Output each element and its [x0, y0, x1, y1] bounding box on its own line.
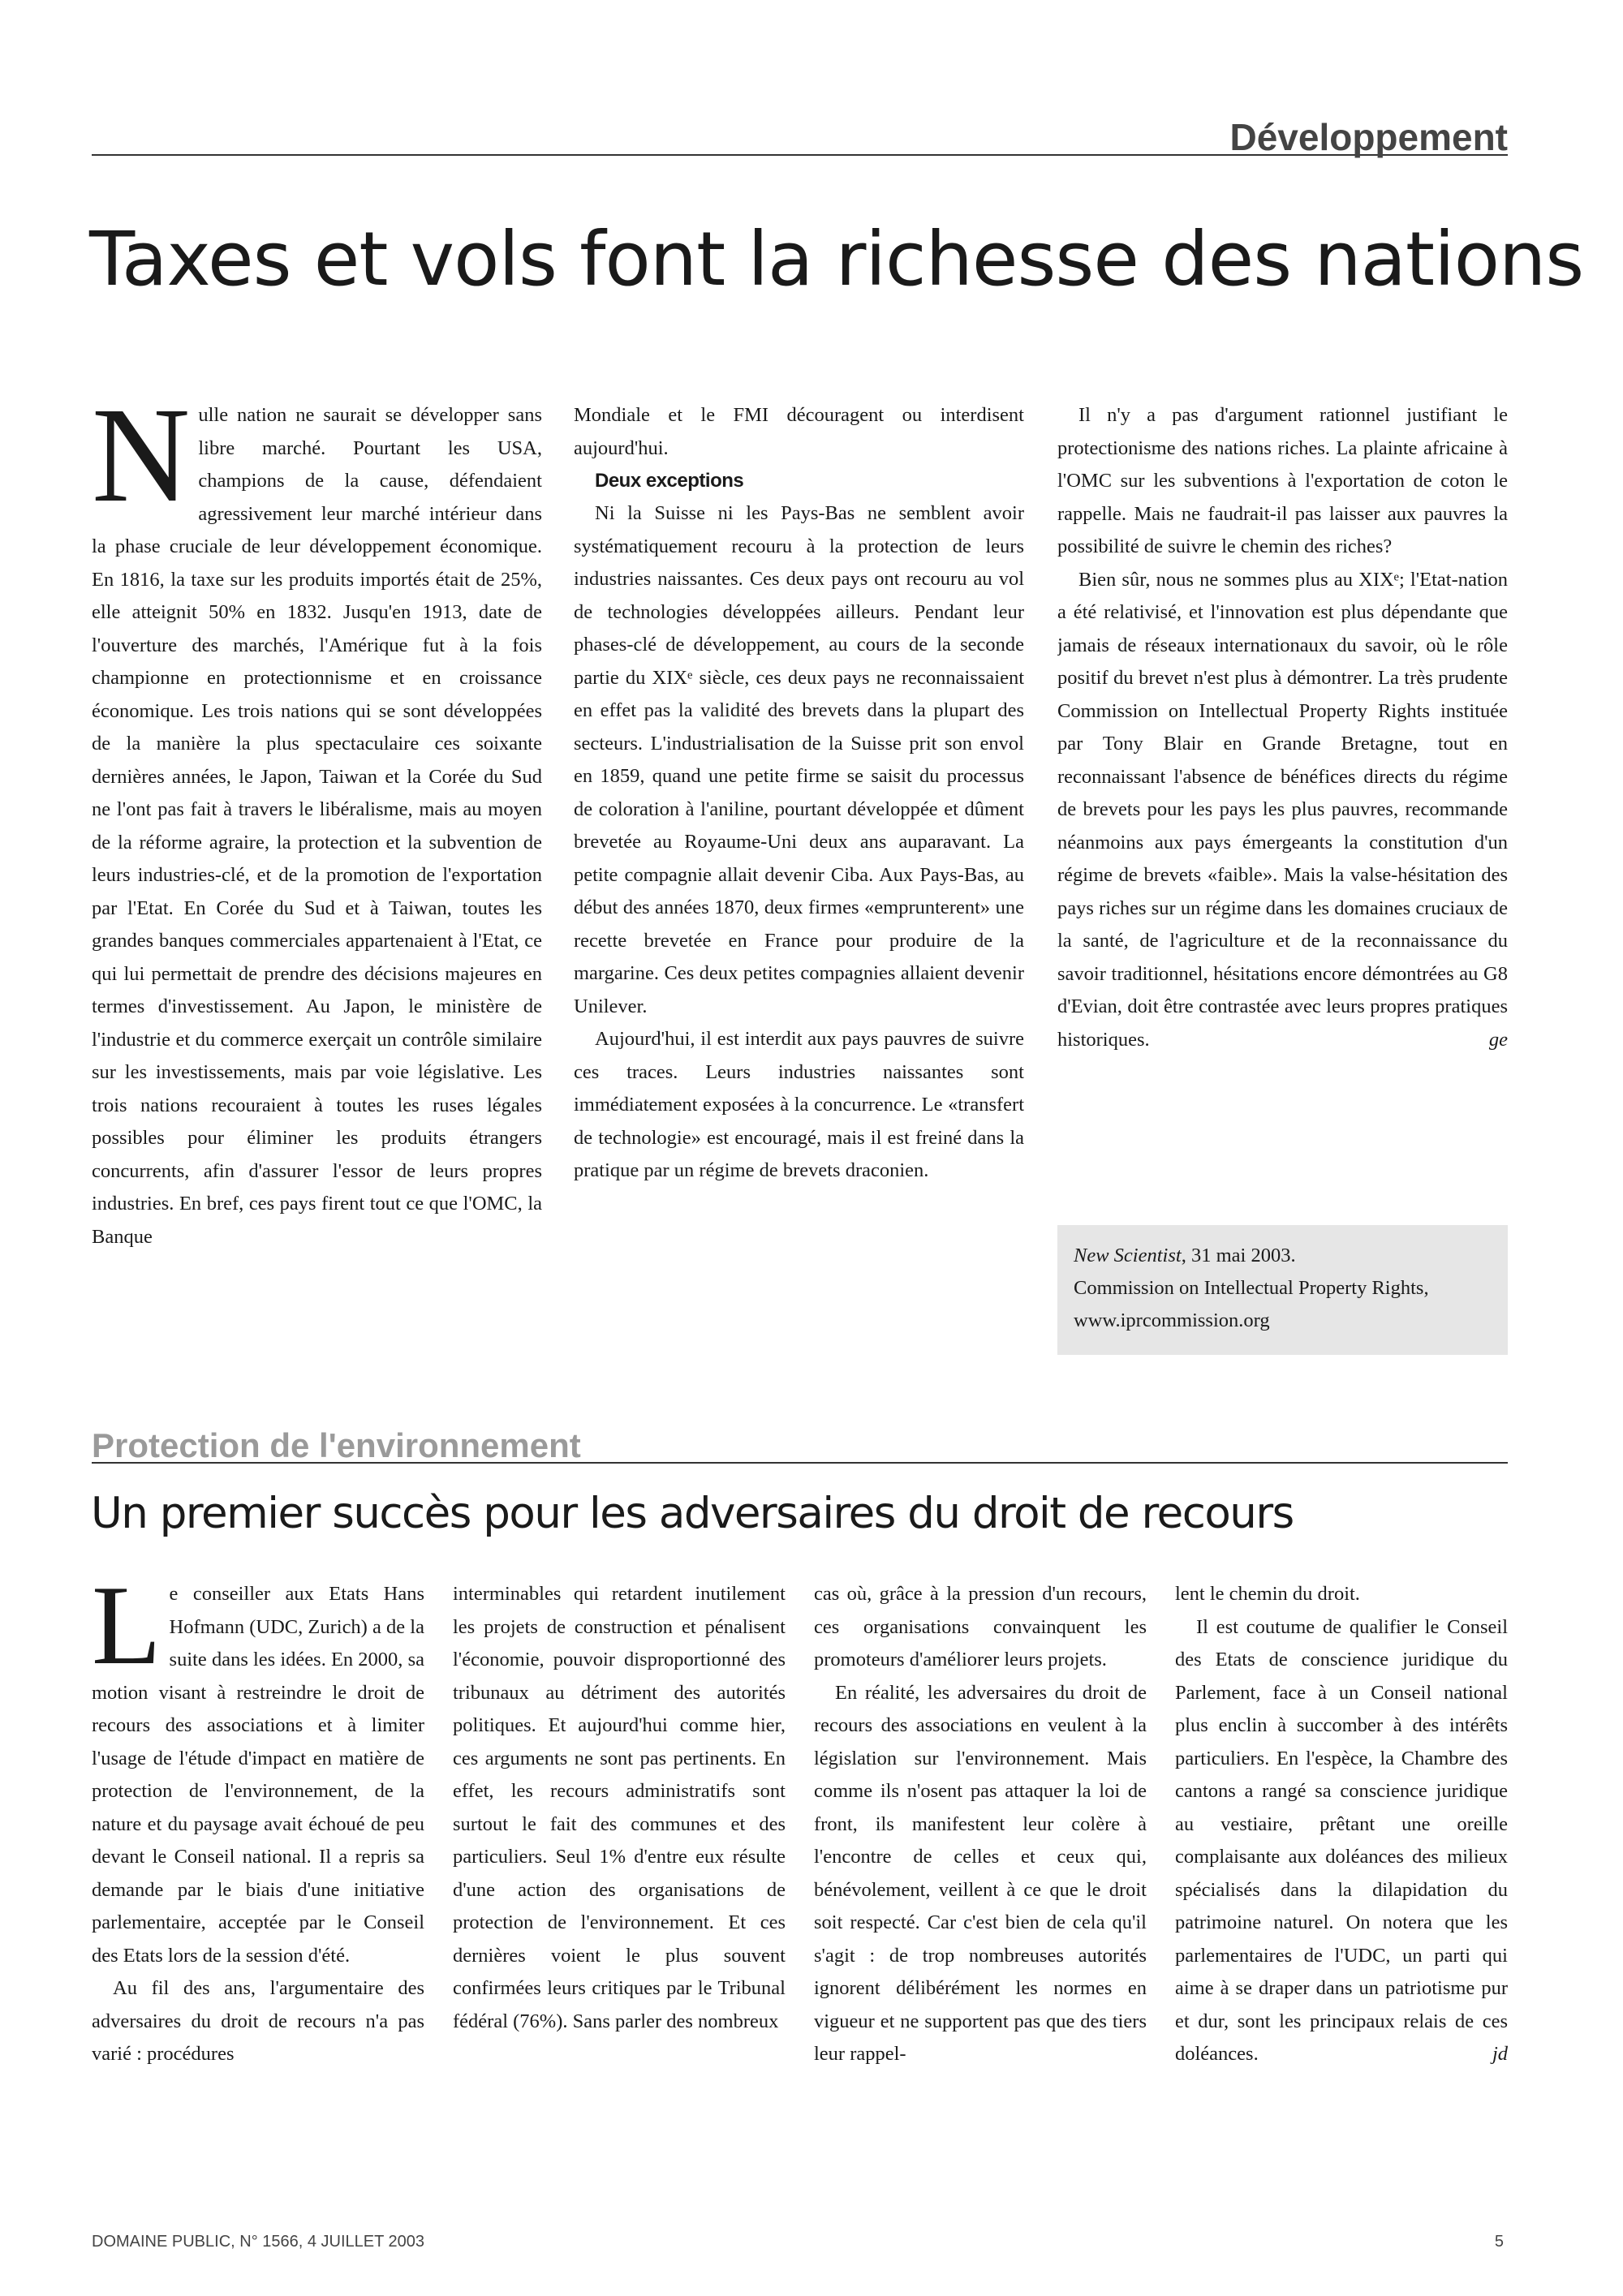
author-signature-2: jd — [1492, 2043, 1508, 2065]
paragraph: Mondiale et le FMI découragent ou interdisent aujourd'hui. — [574, 404, 1024, 459]
paragraph: Il n'y a pas d'argument rationnel justifiant le protectionisme des nations riches. La plainte africaine à l'OMC sur les subventions à l'exportation de coton le rappelle. Mais ne faudrait-il pas laisser aux pauvres la possibilité de suivre le chemin des riches? — [1057, 404, 1508, 557]
subheading: Deux exceptions — [595, 470, 744, 492]
drop-cap: N — [92, 399, 191, 531]
article1-column-3 — [1057, 399, 1508, 1202]
article2-column-1 — [92, 1578, 424, 2146]
author-signature: ge — [1488, 1028, 1508, 1051]
paragraph: interminables qui retardent inutilement les projets de construction et pénalisent l'économie, pouvoir disproportionné des tribunaux au détriment des autorités politiques. Et aujourd'hui comme hier, ces arguments ne sont pas pertinents. En effet, les recours administratifs sont surtout le fait des communes et des particuliers. Seul 1% d'entre eux résulte d'une action des organisations de protection de l'environnement. Et ces dernières voient le plus souvent confirmées leurs critiques par le Tribunal fédéral (76%). Sans parler des nombreux — [453, 1583, 786, 2032]
paragraph: cas où, grâce à la pression d'un recours, ces organisations convainquent les promoteurs d'améliorer leurs projets. — [814, 1583, 1147, 1670]
paragraph-text: Il est coutume de qualifier le Conseil des Etats de conscience juridique du Parlement, face à un Conseil national plus enclin à succomber à des intérêts particuliers. En l'espèce, la Chambre des cantons a rangé sa conscience juridique au vestiaire, prêtant une oreille complaisante aux doléances des milieux spécialisés dans la dilapidation du patrimoine naturel. On notera que les parlementaires de l'UDC, un parti qui aime à se draper dans un patriotisme pur et dur, sont les principaux relais de ces doléances. — [1175, 1615, 1508, 2065]
page-number: 5 — [1494, 2233, 1504, 2251]
paragraph: Ni la Suisse ni les Pays-Bas ne semblent avoir systématiquement recouru à la protection de leurs industries naissantes. Ces deux pays ont recouru au vol de technologies développées ailleurs. Pendant leur phases-clé de développement, au cours de la seconde partie du XIXᵉ siècle, ces deux pays ne reconnaissaient en effet pas la validité des brevets dans la plupart des secteurs. L'industrialisation de la Suisse prit son envol en 1859, quand une petite firme se saisit du processus de coloration à l'aniline, pourtant développée et dûment brevetée au Royaume-Uni deux ans auparavant. La petite compagnie allait devenir Ciba. Aux Pays-Bas, au début des années 1870, deux firmes «emprunterent» une recette brevetée en France pour produire de la margarine. Ces deux petites compagnies allaient devenir Unilever. — [574, 502, 1024, 1017]
section-rule — [92, 1462, 1508, 1464]
source-line-2: Commission on Intellectual Property Rights, — [1074, 1277, 1429, 1299]
paragraph — [1057, 564, 1508, 1057]
article2-column-2 — [453, 1578, 786, 2146]
footer-publication: DOMAINE PUBLIC, N° 1566, 4 JUILLET 2003 — [92, 2233, 425, 2251]
source-publication: New Scientist — [1074, 1245, 1182, 1266]
paragraph — [1175, 1611, 1508, 2071]
article-title: Taxes et vols font la richesse des nations — [89, 216, 1584, 303]
source-date: , 31 mai 2003. — [1181, 1245, 1296, 1266]
paragraph: ulle nation ne saurait se développer sans libre marché. Pourtant les USA, champions de la cause, défendaient agressivement leur marché intérieur dans la phase cruciale de leur développement économique. En 1816, la taxe sur les produits importés était de 25%, elle atteignit 50% en 1832. Jusqu'en 1913, date de l'ouverture des marchés, l'Amérique fut à la fois championne en protectionnisme et en croissance économique. Les trois nations qui se sont développées de la manière la plus spectaculaire ces soixante dernières années, le Japon, Taiwan et la Corée du Sud ne l'ont pas fait à travers le libéralisme, mais au moyen de la réforme agraire, la protection et la subvention de leurs industries-clé, et de la promotion de l'exportation par l'Etat. En Corée du Sud et à Taiwan, toutes les grandes banques commerciales appartenaient à l'Etat, ce qui lui permettait de prendre des décisions majeures en termes d'investissement. Au Japon, le ministère de l'industrie et du commerce exerçait un contrôle similaire sur les investissements, mais par voie législative. Les trois nations recouraient à toutes les ruses légales possibles pour éliminer les produits étrangers concurrents, afin d'assurer l'essor de leurs propres industries. En bref, ces pays firent tout ce que l'OMC, la Banque — [92, 404, 542, 1248]
article1-column-2 — [574, 399, 1024, 1373]
paragraph: En réalité, les adversaires du droit de recours des associations en veulent à la législation sur l'environnement. Mais comme ils n'osent pas attaquer la loi de front, ils manifestent leur colère à l'encontre de celles et ceux qui, bénévolement, veillent à ce que le droit soit respecté. Car c'est bien de cela qu'il s'agit : de trop nombreuses autorités ignorent délibérément les normes en vigueur et ne supportent pas que des tiers leur rappel- — [814, 1681, 1147, 2065]
source-line-1 — [1074, 1240, 1492, 1272]
paragraph: e conseiller aux Etats Hans Hofmann (UDC, Zurich) a de la suite dans les idées. En 2000, sa motion visant à restreindre le droit de recours des associations et à limiter l'usage de l'étude d'impact en matière de protection de l'environnement, de la nature et du paysage avait échoué de peu devant le Conseil national. Il a repris sa demande par le biais d'une initiative parlementaire, acceptée par le Conseil des Etats lors de la session d'été. — [92, 1583, 424, 1967]
source-box — [1057, 1225, 1508, 1355]
paragraph: lent le chemin du droit. — [1175, 1583, 1360, 1605]
article2-column-4 — [1175, 1578, 1508, 2146]
source-link[interactable]: www.iprcommission.org — [1074, 1309, 1270, 1331]
drop-cap-2: L — [92, 1578, 161, 1688]
section-label: Développement — [1229, 116, 1508, 158]
article1-column-1 — [92, 399, 542, 1373]
paragraph: Aujourd'hui, il est interdit aux pays pauvres de suivre ces traces. Leurs industries naissantes sont immédiatement exposées à la concurrence. Le «transfert de technologie» est encouragé, mais il est freiné dans la pratique par un régime de brevets draconien. — [574, 1028, 1024, 1181]
paragraph: Au fil des ans, l'argumentaire des adversaires du droit de recours n'a pas varié : procédures — [92, 1977, 424, 2065]
article-title-2: Un premier succès pour les adversaires du droit de recours — [91, 1489, 1294, 1538]
article2-column-3 — [814, 1578, 1147, 2146]
paragraph-text: Bien sûr, nous ne sommes plus au XIXᵉ; l'Etat-nation a été relativisé, et l'innovation est plus dépendante que jamais de réseaux internationaux du savoir, où le rôle positif du brevet n'est plus à démontrer. La très prudente Commission on Intellectual Property Rights instituée par Tony Blair en Grande Bretagne, tout en reconnaissant l'absence de bénéfices directs du régime de brevets pour les pays les plus pauvres, recommande néanmoins aux pays émergeants la constitution d'un régime de brevets «faible». Mais la valse-hésitation des pays riches sur un régime dans les domaines cruciaux de la santé, de l'agriculture et de la reconnaissance du savoir traditionnel, hésitations encore démontrées au G8 d'Evian, doit être contrastée avec leurs propres pratiques historiques. — [1057, 568, 1508, 1051]
section-label-2: Protection de l'environnement — [92, 1426, 581, 1462]
